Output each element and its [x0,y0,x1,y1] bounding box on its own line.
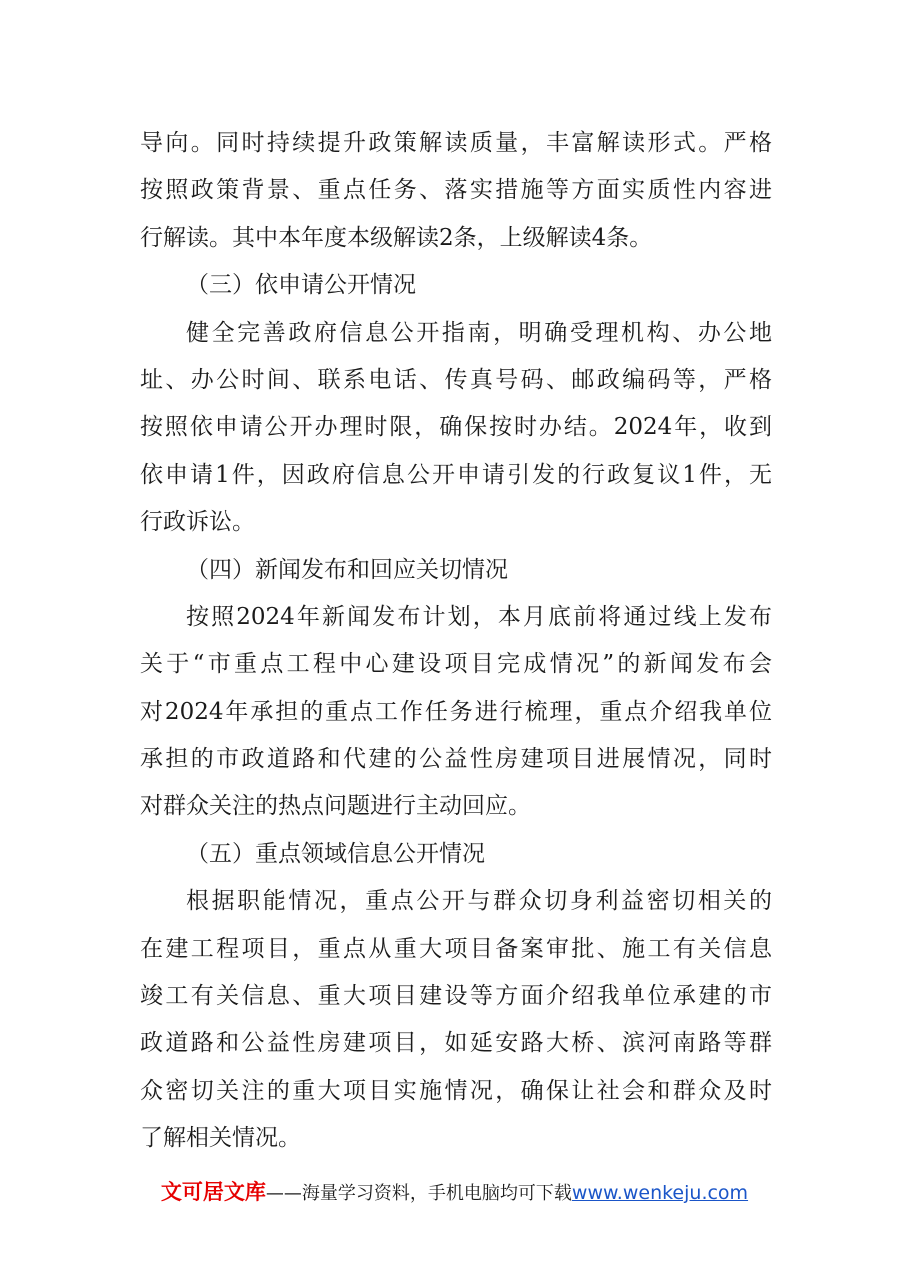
footer-brand: 文可居文库 [160,1180,266,1204]
text-line: 按照政策背景、重点任务、落实措施等方面实质性内容进 [140,177,772,204]
footer-tagline: ——海量学习资料，手机电脑均可下载 [265,1183,572,1204]
text-line: 行解读。其中本年度本级解读2条，上级解读4条。 [140,224,653,251]
text-line: 行政诉讼。 [140,509,255,536]
text-line: 对群众关注的热点问题进行主动回应。 [140,793,531,820]
text-line: 按照2024年新闻发布计划，本月底前将通过线上发布 [186,603,772,630]
text-line: 在建工程项目，重点从重大项目备案审批、施工有关信息 [140,935,772,962]
footer [0,1176,909,1206]
text-line: 了解相关情况。 [140,1125,301,1152]
section-heading: （四）新闻发布和回应关切情况 [186,556,508,583]
text-line: 依申请1件，因政府信息公开申请引发的行政复议1件，无 [140,461,772,488]
text-line: 关于“市重点工程中心建设项目完成情况”的新闻发布会 [140,651,772,678]
section-heading: （三）依申请公开情况 [186,272,416,299]
text-line: 政道路和公益性房建项目，如延安路大桥、滨河南路等群 [140,1030,772,1057]
text-line: 健全完善政府信息公开指南，明确受理机构、办公地 [186,319,772,346]
text-line: 众密切关注的重大项目实施情况，确保让社会和群众及时 [140,1077,772,1104]
section-heading: （五）重点领域信息公开情况 [186,840,485,867]
text-line: 竣工有关信息、重大项目建设等方面介绍我单位承建的市 [140,983,772,1010]
text-line: 址、办公时间、联系电话、传真号码、邮政编码等，严格 [140,366,772,393]
text-line: 按照依申请公开办理时限，确保按时办结。2024年，收到 [140,414,772,441]
text-line: 根据职能情况，重点公开与群众切身利益密切相关的 [186,888,772,915]
text-line: 导向。同时持续提升政策解读质量，丰富解读形式。严格 [140,130,772,156]
document-body [140,120,772,1163]
text-line: 对2024年承担的重点工作任务进行梳理，重点介绍我单位 [140,698,772,725]
footer-link[interactable]: www.wenkeju.com [571,1182,749,1204]
text-line: 承担的市政道路和代建的公益性房建项目进展情况，同时 [140,746,772,773]
